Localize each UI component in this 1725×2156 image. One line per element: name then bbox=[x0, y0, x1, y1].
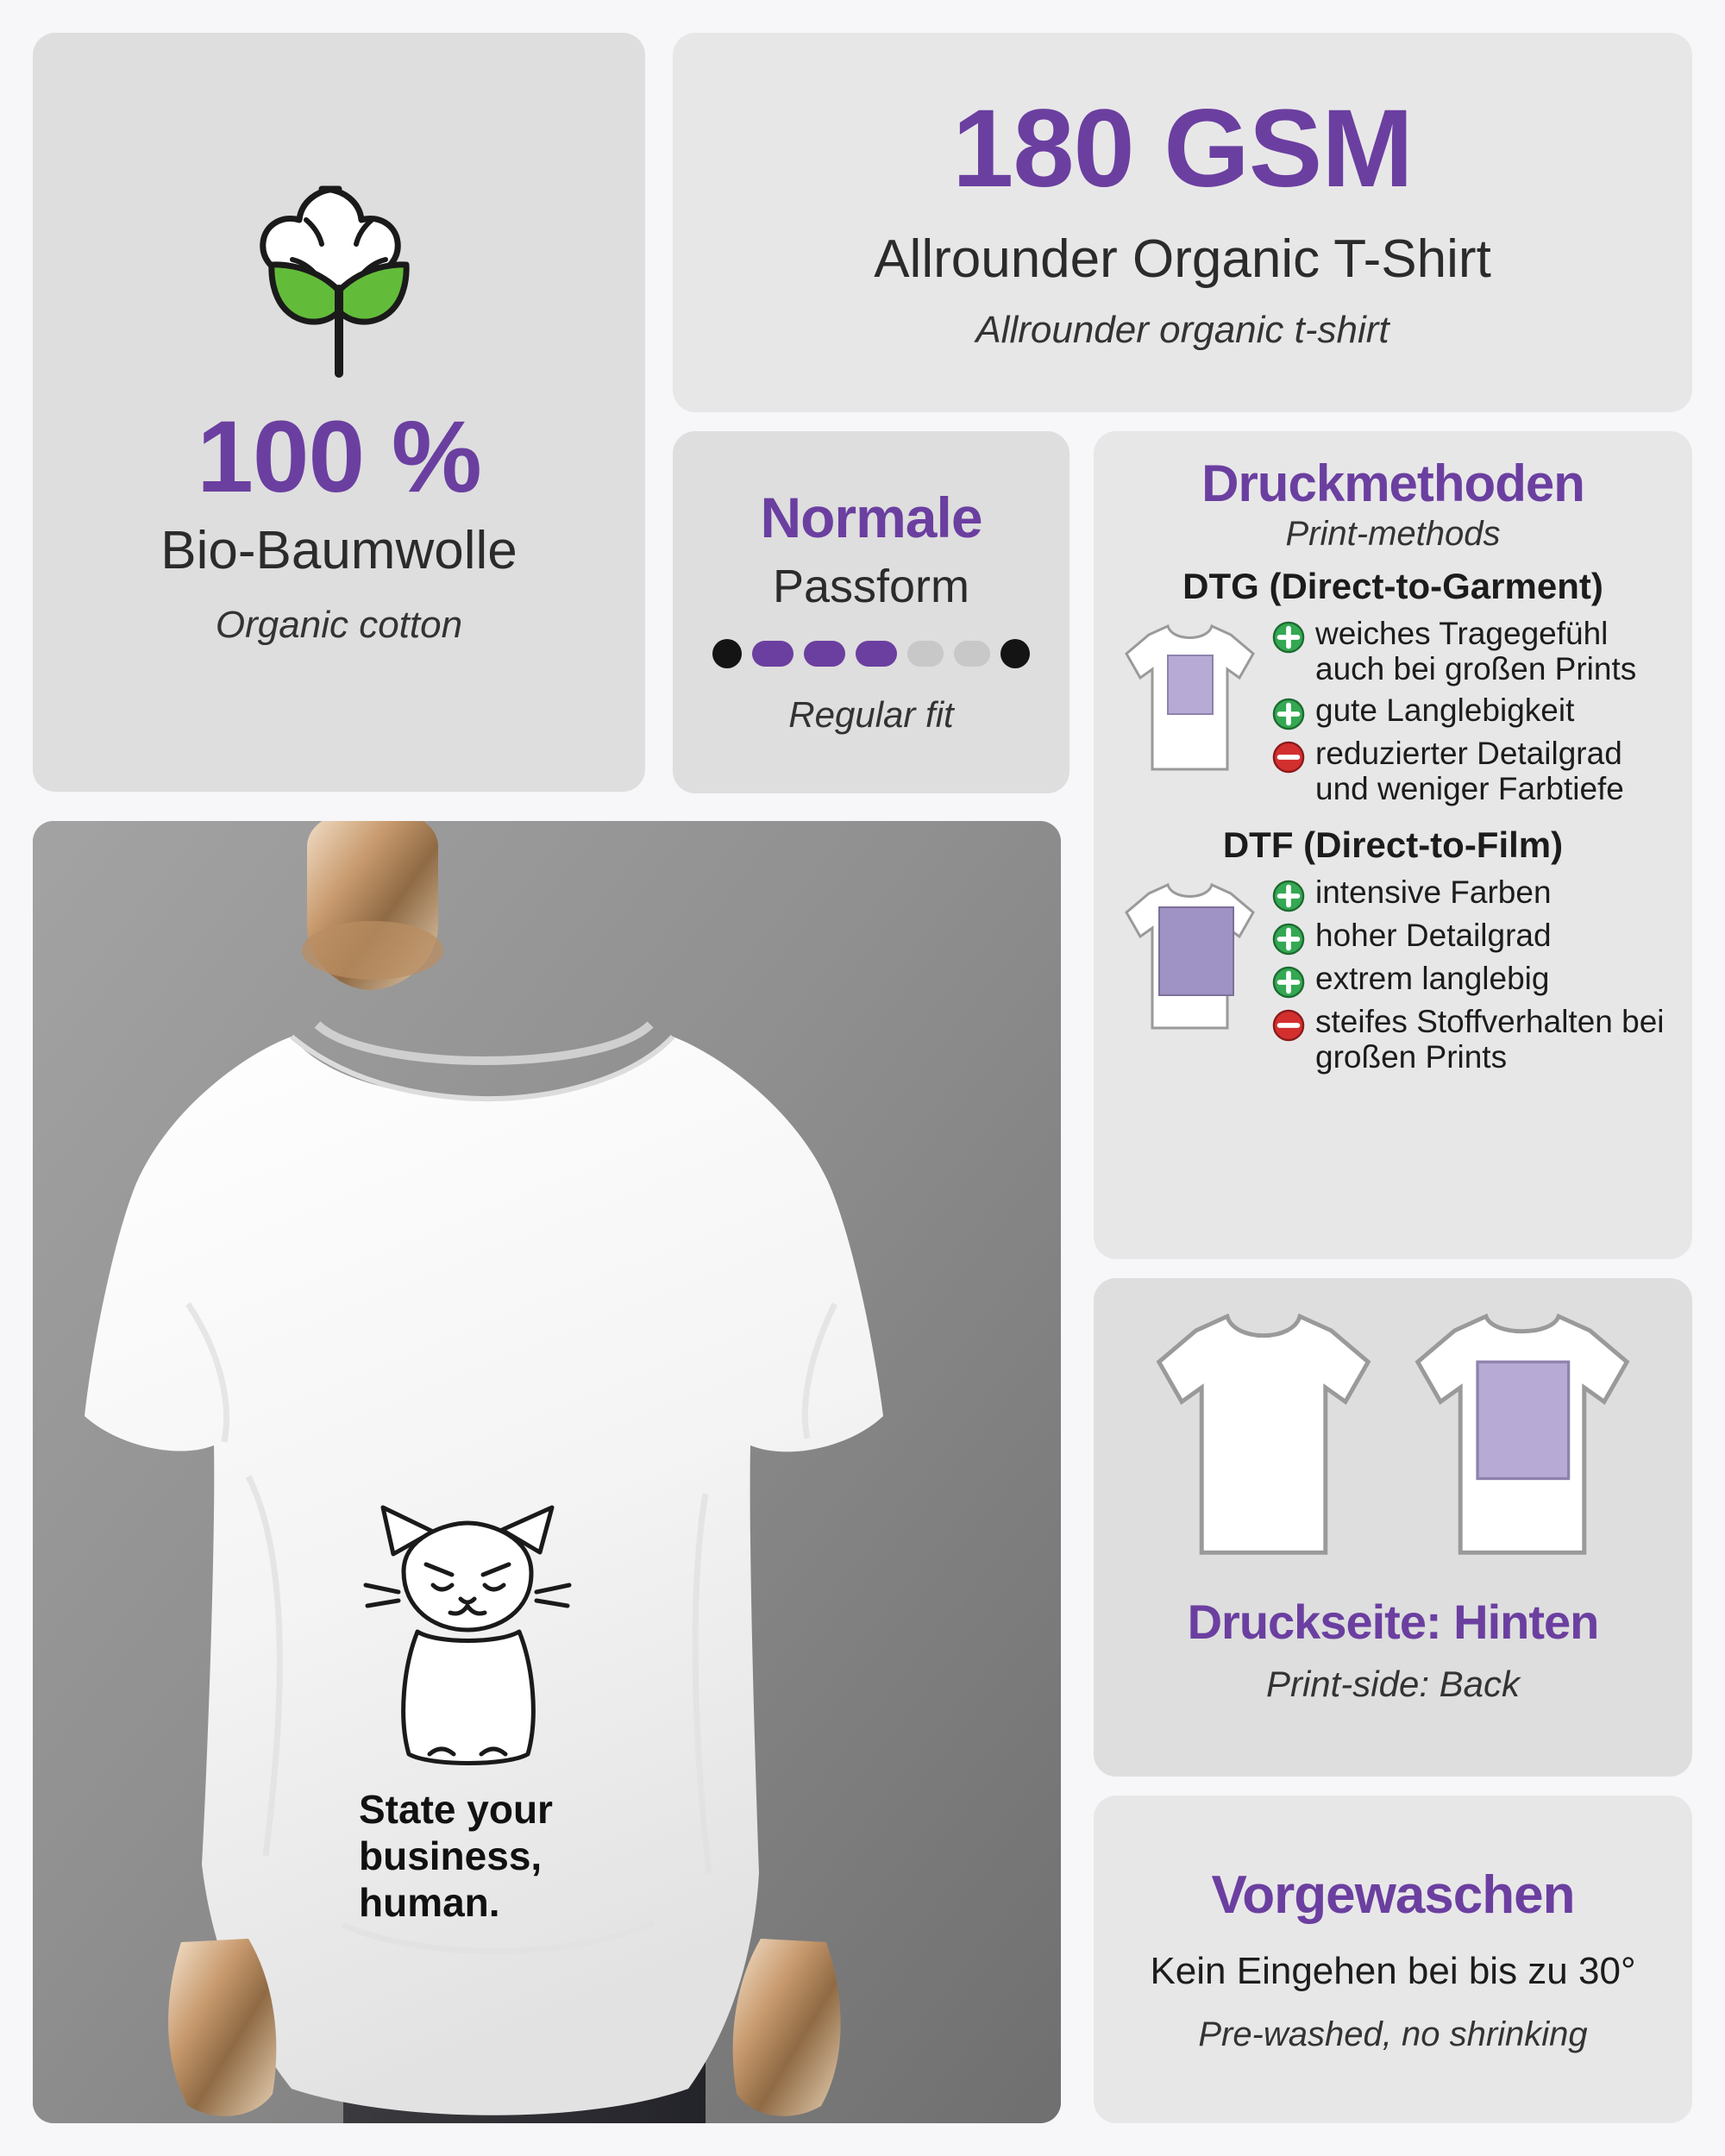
prewashed-detail: Kein Eingehen bei bis zu 30° bbox=[1150, 1950, 1636, 1992]
fit-scale-step-5 bbox=[954, 641, 990, 667]
tshirt-print-area-dtf-icon bbox=[1114, 871, 1265, 1048]
bullet-item bbox=[1272, 918, 1672, 956]
minus-icon bbox=[1272, 741, 1305, 774]
print-side-card bbox=[1094, 1278, 1692, 1777]
bullet-text: intensive Farben bbox=[1315, 874, 1552, 910]
plus-icon bbox=[1272, 880, 1305, 912]
bullet-item bbox=[1272, 736, 1672, 807]
fit-scale-end-left bbox=[712, 639, 742, 668]
method-name-dtf: DTF (Direct-to-Film) bbox=[1222, 824, 1564, 865]
plus-icon bbox=[1272, 698, 1305, 730]
plus-icon bbox=[1272, 621, 1305, 654]
print-methods-card bbox=[1094, 431, 1692, 1259]
tshirt-back-with-print-icon bbox=[1397, 1294, 1647, 1578]
fit-label-second: Passform bbox=[772, 561, 970, 612]
organic-cotton-card bbox=[33, 33, 645, 792]
print-side-title-english: Print-side: Back bbox=[1265, 1664, 1521, 1704]
print-methods-title: Druckmethoden bbox=[1201, 454, 1584, 512]
print-side-title: Druckseite: Hinten bbox=[1187, 1595, 1599, 1649]
method-name-dtg: DTG (Direct-to-Garment) bbox=[1182, 566, 1603, 606]
bullet-item bbox=[1272, 961, 1672, 999]
fit-scale-step-3 bbox=[856, 641, 897, 667]
tshirt-front-icon bbox=[1138, 1294, 1389, 1578]
bullet-text: hoher Detailgrad bbox=[1315, 917, 1552, 953]
fit-scale-step-1 bbox=[752, 641, 794, 667]
method-block-dtf bbox=[1114, 871, 1672, 1081]
bullet-text: gute Langlebigkeit bbox=[1315, 692, 1575, 728]
dtg-bullets bbox=[1272, 612, 1672, 812]
product-title: Allrounder Organic T-Shirt bbox=[874, 229, 1491, 289]
bullet-item bbox=[1272, 1004, 1672, 1075]
fit-scale-end-right bbox=[1000, 639, 1030, 668]
bullet-item bbox=[1272, 693, 1672, 730]
gsm-value: 180 GSM bbox=[952, 86, 1413, 210]
fit-card bbox=[673, 431, 1070, 793]
print-methods-title-english: Print-methods bbox=[1285, 515, 1501, 553]
bullet-text: reduzierter Detailgrad und weniger Farbtiefe bbox=[1315, 735, 1624, 807]
print-text-line-1: State your bbox=[359, 1787, 553, 1832]
cotton-material-label: Bio-Baumwolle bbox=[160, 520, 518, 580]
bullet-text: steifes Stoffverhalten bei großen Prints bbox=[1315, 1003, 1665, 1075]
plus-icon bbox=[1272, 966, 1305, 999]
fit-scale-step-2 bbox=[804, 641, 845, 667]
fit-scale bbox=[712, 639, 1030, 668]
bullet-text: weiches Tragegefühl auch bei großen Prints bbox=[1315, 616, 1637, 687]
print-text-line-3: human. bbox=[359, 1880, 500, 1925]
print-side-illustration bbox=[1138, 1294, 1647, 1578]
product-photo bbox=[33, 821, 1061, 2123]
cotton-plant-icon bbox=[210, 170, 468, 385]
print-text-line-2: business, bbox=[359, 1833, 543, 1878]
dtf-bullets bbox=[1272, 871, 1672, 1081]
fit-scale-step-4 bbox=[907, 641, 944, 667]
cotton-material-label-english: Organic cotton bbox=[215, 603, 463, 646]
fit-label: Normale bbox=[760, 486, 982, 549]
bullet-item bbox=[1272, 874, 1672, 912]
tshirt-print-area-dtg-icon bbox=[1114, 612, 1265, 789]
fit-label-english: Regular fit bbox=[788, 694, 954, 735]
bullet-text: extrem langlebig bbox=[1315, 960, 1550, 996]
prewashed-detail-english: Pre-washed, no shrinking bbox=[1198, 2015, 1588, 2053]
cotton-percentage: 100 % bbox=[197, 399, 481, 514]
bullet-item bbox=[1272, 616, 1672, 687]
method-block-dtg bbox=[1114, 612, 1672, 812]
plus-icon bbox=[1272, 923, 1305, 956]
fabric-weight-card bbox=[673, 33, 1692, 412]
minus-icon bbox=[1272, 1009, 1305, 1042]
mannequin-photo-illustration bbox=[33, 821, 1061, 2123]
prewashed-title: Vorgewaschen bbox=[1211, 1865, 1575, 1925]
product-title-english: Allrounder organic t-shirt bbox=[975, 308, 1389, 351]
prewashed-card bbox=[1094, 1796, 1692, 2123]
